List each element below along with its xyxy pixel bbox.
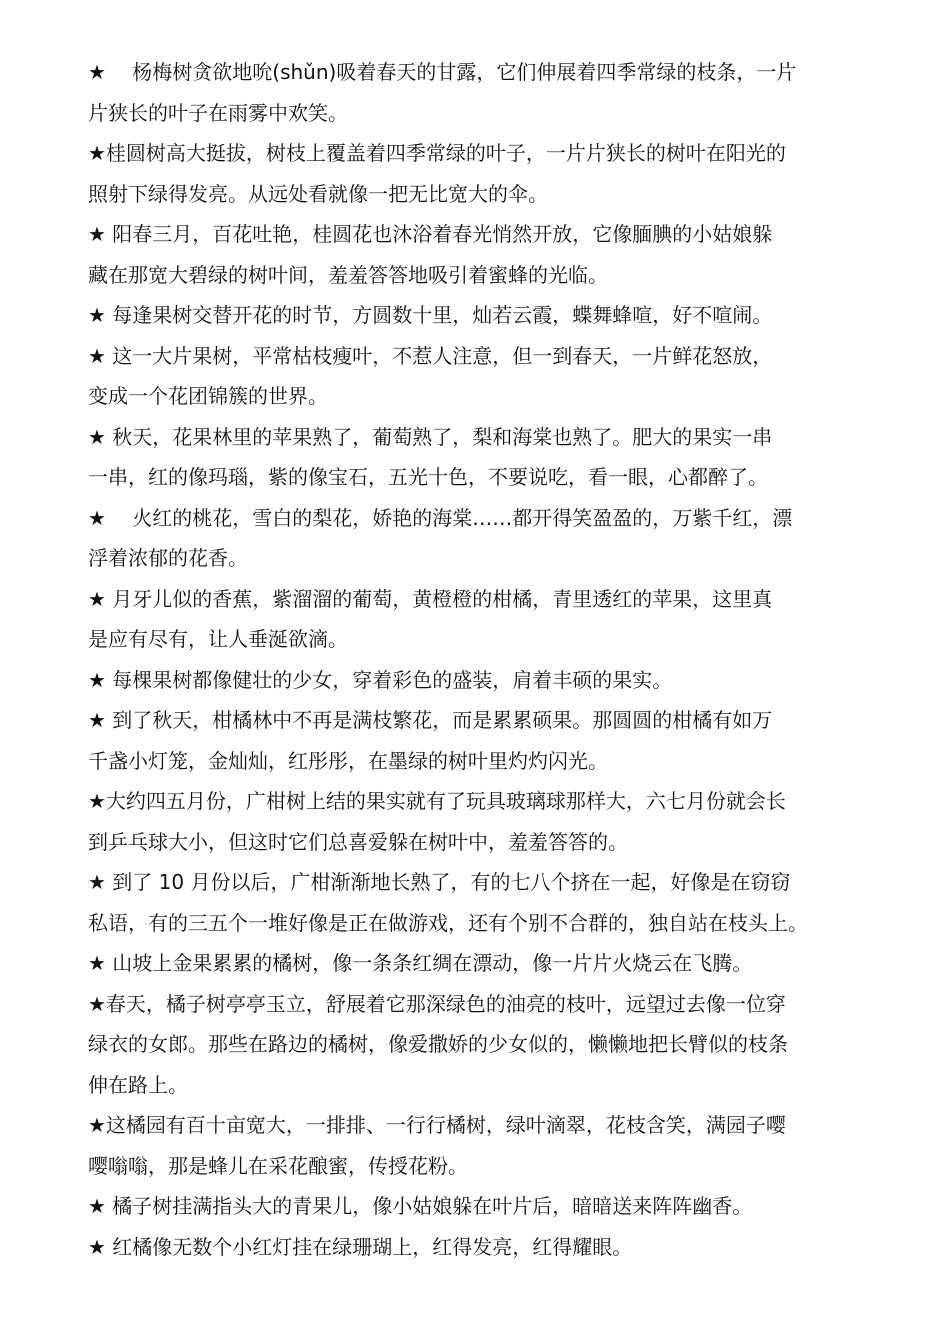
text-line: ★ 到了秋天，柑橘林中不再是满枝繁花，而是累累硕果。那圆圆的柑橘有如万 — [88, 708, 773, 732]
text-line: 千盏小灯笼，金灿灿，红彤彤，在墨绿的树叶里灼灼闪光。 — [88, 748, 608, 773]
entry-6 — [88, 417, 888, 498]
text-line: ★ 每逢果树交替开花的时节，方圆数十里，灿若云霞，蝶舞蜂喧，好不喧闹。 — [88, 303, 773, 327]
paragraph — [88, 984, 888, 1106]
text-line: ★ 橘子树挂满指头大的青果儿，像小姑娘躲在叶片后，暗暗送来阵阵幽香。 — [88, 1194, 753, 1218]
paragraph — [88, 133, 888, 214]
text-line: ★桂圆树高大挺拔，树枝上覆盖着四季常绿的叶子，一片片狭长的树叶在阳光的 — [88, 141, 786, 165]
text-line: ★ 秋天，花果林里的苹果熟了，葡萄熟了，梨和海棠也熟了。肥大的果实一串 — [88, 424, 773, 449]
entry-4 — [88, 295, 888, 336]
entry-12 — [88, 862, 888, 943]
text-line: ★ 山坡上金果累累的橘树，像一条条红绸在漂动，像一片片火烧云在飞腾。 — [88, 951, 753, 975]
paragraph — [88, 1186, 888, 1227]
paragraph — [88, 52, 888, 133]
text-line: 藏在那宽大碧绿的树叶间，羞羞答答地吸引着蜜蜂的光临。 — [88, 262, 608, 287]
text-line: 片狭长的叶子在雨雾中欢笑。 — [88, 100, 348, 125]
text-line: 到乒乓球大小，但这时它们总喜爱躲在树叶中，羞羞答答的。 — [88, 829, 628, 854]
text-line: 伸在路上。 — [88, 1072, 188, 1097]
entry-1 — [88, 52, 888, 133]
text-line: ★ 到了 10 月份以后，广柑渐渐地长熟了，有的七八个挤在一起，好像是在窃窃 — [88, 870, 791, 894]
entry-14 — [88, 984, 888, 1106]
text-line: ★ 火红的桃花，雪白的梨花，娇艳的海棠……都开得笑盈盈的，万紫千红，漂 — [88, 505, 793, 530]
paragraph — [88, 660, 888, 701]
entry-3 — [88, 214, 888, 295]
text-line: ★ 这一大片果树，平常枯枝瘦叶，不惹人注意，但一到春天，一片鲜花怒放， — [88, 343, 773, 368]
text-line: ★ 杨梅树贪欲地吮(shǔn)吸着春天的甘露，它们伸展着四季常绿的枝条，一片 — [88, 60, 797, 84]
document-page — [88, 52, 888, 1267]
text-line: ★ 月牙儿似的香蕉，紫溜溜的葡萄，黄橙橙的柑橘，青里透红的苹果，这里真 — [88, 586, 773, 611]
entry-17 — [88, 1227, 888, 1268]
text-line: ★ 阳春三月，百花吐艳，桂圆花也沐浴着春光悄然开放，它像腼腆的小姑娘躲 — [88, 222, 773, 246]
text-line: 浮着浓郁的花香。 — [88, 546, 248, 570]
paragraph — [88, 862, 888, 943]
entry-7 — [88, 498, 888, 579]
entry-11 — [88, 781, 888, 862]
paragraph — [88, 417, 888, 498]
paragraph — [88, 943, 888, 984]
entry-8 — [88, 579, 888, 660]
paragraph — [88, 1105, 888, 1186]
paragraph — [88, 1227, 888, 1268]
paragraph — [88, 295, 888, 336]
text-line: 变成一个花团锦簇的世界。 — [88, 384, 328, 408]
entry-15 — [88, 1105, 888, 1186]
paragraph — [88, 579, 888, 660]
entry-9 — [88, 660, 888, 701]
text-line: 私语，有的三五个一堆好像是正在做游戏，还有个别不合群的，独自站在枝头上。 — [88, 910, 808, 935]
text-line: ★ 红橘像无数个小红灯挂在绿珊瑚上，红得发亮，红得耀眼。 — [88, 1234, 633, 1259]
entry-2 — [88, 133, 888, 214]
text-line: ★这橘园有百十亩宽大，一排排、一行行橘树，绿叶滴翠，花枝含笑，满园子嘤 — [88, 1113, 786, 1137]
paragraph — [88, 700, 888, 781]
entry-10 — [88, 700, 888, 781]
text-line: 一串，红的像玛瑙，紫的像宝石，五光十色，不要说吃，看一眼，心都醉了。 — [88, 465, 768, 489]
text-line: 是应有尽有，让人垂涎欲滴。 — [88, 627, 348, 651]
entry-5 — [88, 336, 888, 417]
text-line: 绿衣的女郎。那些在路边的橘树，像爱撒娇的少女似的，懒懒地把长臂似的枝条 — [88, 1032, 788, 1056]
paragraph — [88, 336, 888, 417]
paragraph — [88, 498, 888, 579]
entry-13 — [88, 943, 888, 984]
text-line: ★ 每棵果树都像健壮的少女，穿着彩色的盛装，肩着丰硕的果实。 — [88, 667, 673, 692]
text-line: ★大约四五月份，广柑树上结的果实就有了玩具玻璃球那样大，六七月份就会长 — [88, 789, 786, 813]
text-line: 嘤嗡嗡，那是蜂儿在采花酿蜜，传授花粉。 — [88, 1153, 468, 1178]
paragraph — [88, 781, 888, 862]
paragraph — [88, 214, 888, 295]
entry-16 — [88, 1186, 888, 1227]
text-line: 照射下绿得发亮。从远处看就像一把无比宽大的伞。 — [88, 181, 548, 206]
text-line: ★春天，橘子树亭亭玉立，舒展着它那深绿色的油亮的枝叶，远望过去像一位穿 — [88, 991, 786, 1016]
